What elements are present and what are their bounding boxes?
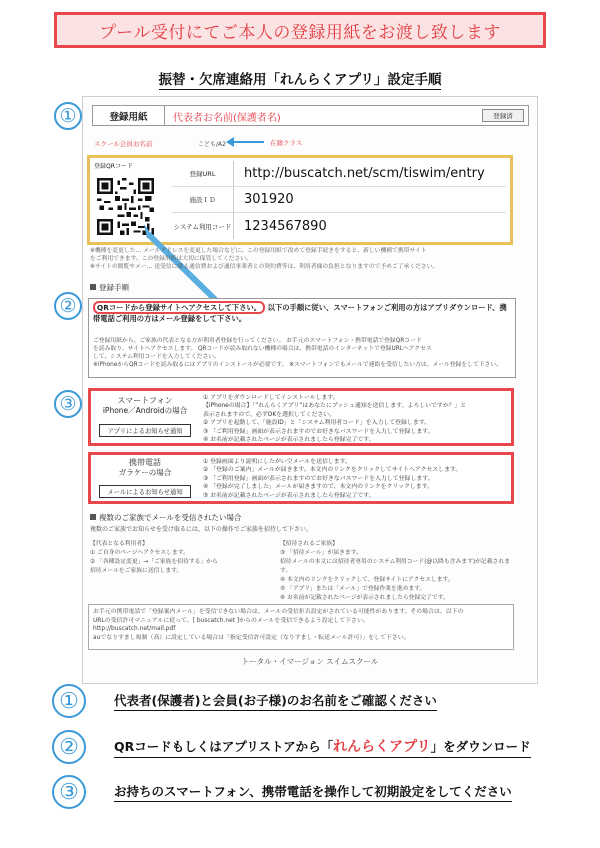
smartphone-steps: ① アプリをダウンロードしてインストールします。 【iPhoneの場合】「”れんらくアプリ”はあなたにプッシュ通知を送信します。よろしいですか？」と 表示されますので、必ずOKを選択してください。 ② アプリを起動して、「施設ID」と「システム利用者コード」を入力して登録します。 ③ 「ご利用登録」画面が表示されますのでお好きなパスワードを入力して登録します。 ④ お名前が記載されたページが表示されましたら登録完了です。 <box>203 395 467 443</box>
banner-text: プール受付にてご本人の登録用紙をお渡し致します <box>99 22 501 43</box>
instruction-2 <box>52 730 531 764</box>
class-value: こども/A2 <box>198 141 226 148</box>
step2-notes: ご登録用紙から、ご家族の代表となる方が利用者登録を行ってください。 お手元のスマートフォン・携帯電話で登録QRコード を読み取り、サイトへアクセスします。 QRコードが読み取れない機種の場合は、携帯電話のインターネットで登録URLへアクセス して、システム利用コードを入力してください。 ※iPhoneからQRコードを読み取るにはアプリのインストールが必要です。 ※スマートフォンでもメールで連絡を受信したい方は、メール登録をして下さい。 <box>93 338 502 369</box>
smartphone-box <box>88 388 514 446</box>
multi-family-heading: 複数のご家族でメールを受信されたい場合 <box>90 512 241 523</box>
instruction-1-text: 代表者(保護者)と会員(お子様)のお名前をご確認ください <box>114 691 437 711</box>
step2-highlight: QRコードから登録サイトへアクセスして下さい。 <box>93 301 265 314</box>
qr-row-facility-id: 施設ＩＤ 301920 <box>172 187 506 213</box>
instruction-3-number: ③ <box>52 775 86 809</box>
top-banner <box>54 12 546 48</box>
instruction-2-text: QRコードもしくはアプリストアから「れんらくアプリ」をダウンロード <box>114 736 531 758</box>
registered-badge: 登録済 <box>482 109 524 122</box>
class-arrow <box>226 136 266 148</box>
app-notification-button[interactable]: アプリによるお知らせ通知 <box>99 424 191 437</box>
member-name-label: スクール会員お名前 <box>94 140 153 148</box>
school-name: トータル・イマージョン スイムスクール <box>241 657 379 666</box>
multi-family-intro: 複数のご家族でお知らせを受け取るには、以下の操作でご家族を招待して下さい。 <box>90 526 312 533</box>
qr-label: 登録QRコード <box>94 163 133 170</box>
feature-phone-steps: ① 登録画面より説明にしたがい空メールを送信します。 ② 「登録のご案内」メールが届きます。本文内のリンクをクリックしてサイトへアクセスします。 ③ 「ご利用登録」画面が表示されますのでお好きなパスワードを入力して登録します。 ④ 「登録が完了しました」メールが届きますので、本文内のリンクをクリックします。 ⑤ お名前が記載されたページが表示されましたら登録完了です。 <box>203 459 462 499</box>
marker-3: ③ <box>54 390 82 418</box>
registration-url[interactable]: http://buscatch.net/scm/tiswim/entry <box>244 166 485 181</box>
class-label: 在籍クラス <box>270 139 303 147</box>
feature-phone-box <box>88 452 514 504</box>
mail-receive-note: お手元の携帯電話で「登録案内メール」を受信できない場合は、メールの受信拒否設定がされている可能性があります。その場合は、以下の URLの受信許可マニュアルに従って、[ buscatch.net ]からのメールを受信できるよう設定して下さい。 http://buscatch.net/mail.pdf auでなりすまし規制（高）に設定している場合は「指定受信許可設定（なりすまし・転送メール許可）」をして下さい。 <box>88 604 514 650</box>
qr-row-system-code: システム利用コード 1234567890 <box>172 213 506 239</box>
instruction-3 <box>52 775 512 809</box>
instruction-2-number: ② <box>52 730 86 764</box>
marker-1: ① <box>54 102 82 130</box>
multi-family-steps <box>90 540 520 603</box>
mail-manual-link[interactable]: http://buscatch.net/mail.pdf <box>93 626 176 633</box>
instruction-3-text: お持ちのスマートフォン、携帯電話を操作して初期設定をしてください <box>114 782 512 802</box>
smartphone-title: スマートフォン iPhone／Androidの場合 <box>102 396 188 416</box>
section-register-heading: 登録手順 <box>90 282 129 293</box>
instruction-1 <box>52 684 437 718</box>
step2-instruction: QRコードから登録サイトへアクセスして下さい。 以下の手順に従い、スマートフォンご利用の方はアプリダウンロード、携帯電話ご利用の方はメール登録をして下さい。 <box>93 303 507 323</box>
qr-row-url: 登録URL http://buscatch.net/scm/tiswim/entry <box>172 161 506 187</box>
system-code: 1234567890 <box>244 218 327 234</box>
feature-phone-title: 携帯電話 ガラケーの場合 <box>118 458 172 478</box>
form-notes: ※機種を変更した… メールアドレスを変更した場合などに、この登録用紙で改めて登録手続きをすると、新しい機種で携帯サイト をご利用できます。この登録用紙は大切に保管してください。 ※サイトの閲覧やメー… 送受信に係る通信費および通信事業者との契約費等は、利用者様の負担となりますので予めご了承ください。 <box>90 248 439 270</box>
representative-name: 代表者お名前(保護者名) <box>173 113 281 124</box>
marker-2: ② <box>54 292 82 320</box>
multi-family-left: 【代表となる利用者】 ① ご自身のページへアクセスします。 ② 「各種設定変更」→「ご家族を招待する」から 招待メールをご家族に送信します。 <box>90 541 218 574</box>
registration-row <box>92 105 529 126</box>
mail-notification-button[interactable]: メールによるお知らせ通知 <box>99 485 191 498</box>
app-name: れんらくアプリ <box>333 739 431 755</box>
facility-id: 301920 <box>244 192 294 207</box>
instruction-1-number: ① <box>52 684 86 718</box>
page-title: 振替・欠席連絡用「れんらくアプリ」設定手順 <box>158 72 442 88</box>
multi-family-right: 【招待されるご家族】 ③ 「招待メール」が届きます。 招待メールの本文には招待者専用のシステム利用コード(@以降も含みます)が記載されます。 ④ 本文内のリンクをクリックして、登録サイトにアクセスします。 ⑤ 「アプリ」または「メール」で登録作業を進めます。 ⑥ お名前が記載されたページが表示されましたら登録完了です。 <box>280 541 510 601</box>
step2-box <box>88 298 516 378</box>
reg-label: 登録用紙 <box>93 106 165 125</box>
